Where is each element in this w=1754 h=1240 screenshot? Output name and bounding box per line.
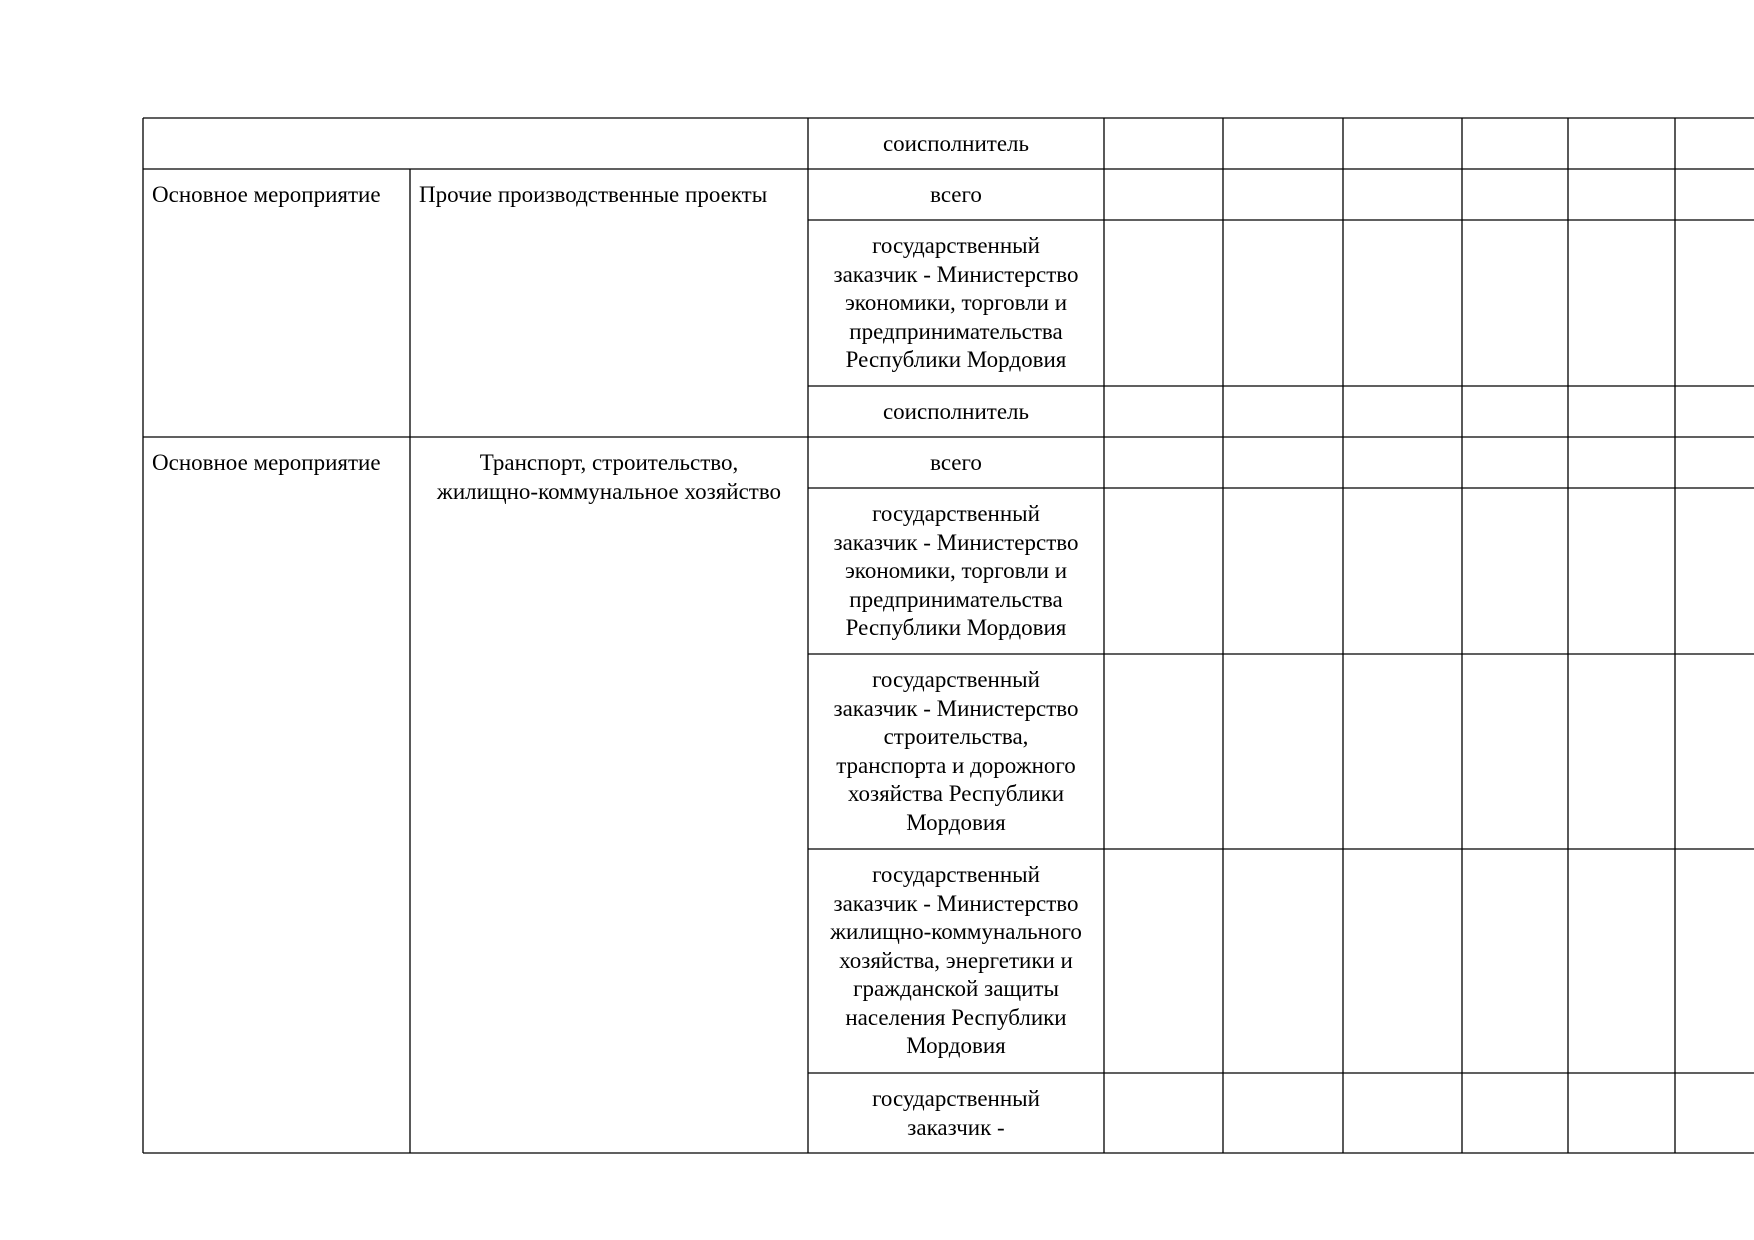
main-event-label: Основное мероприятие xyxy=(152,182,381,207)
coexecutor-cell: соисполнитель xyxy=(882,399,1030,424)
total-cell: всего xyxy=(930,182,982,207)
main-event-label: Основное мероприятие xyxy=(152,450,381,475)
event-name: Транспорт, строительство, жилищно-коммунальное хозяйство xyxy=(436,450,782,504)
coexecutor-label: соисполнитель xyxy=(882,131,1030,156)
event-name: Прочие производственные проекты xyxy=(419,182,768,207)
total-cell: всего xyxy=(930,450,982,475)
customer-cell: государственный заказчик - Министерство жилищно-коммунального хозяйства, энергетики и гражданской защиты населения Республики Мордовия xyxy=(830,862,1082,1058)
coexecutor-cell xyxy=(808,130,1104,159)
customer-cell: государственный заказчик - Министерство экономики, торговли и предпринимательства Республики Мордовия xyxy=(833,233,1079,372)
customer-cell: государственный заказчик - Министерство экономики, торговли и предпринимательства Республики Мордовия xyxy=(833,501,1079,640)
customer-cell: государственный заказчик - Министерство строительства, транспорта и дорожного хозяйства Республики Мордовия xyxy=(833,667,1079,835)
customer-cell: государственный заказчик - xyxy=(872,1086,1040,1140)
